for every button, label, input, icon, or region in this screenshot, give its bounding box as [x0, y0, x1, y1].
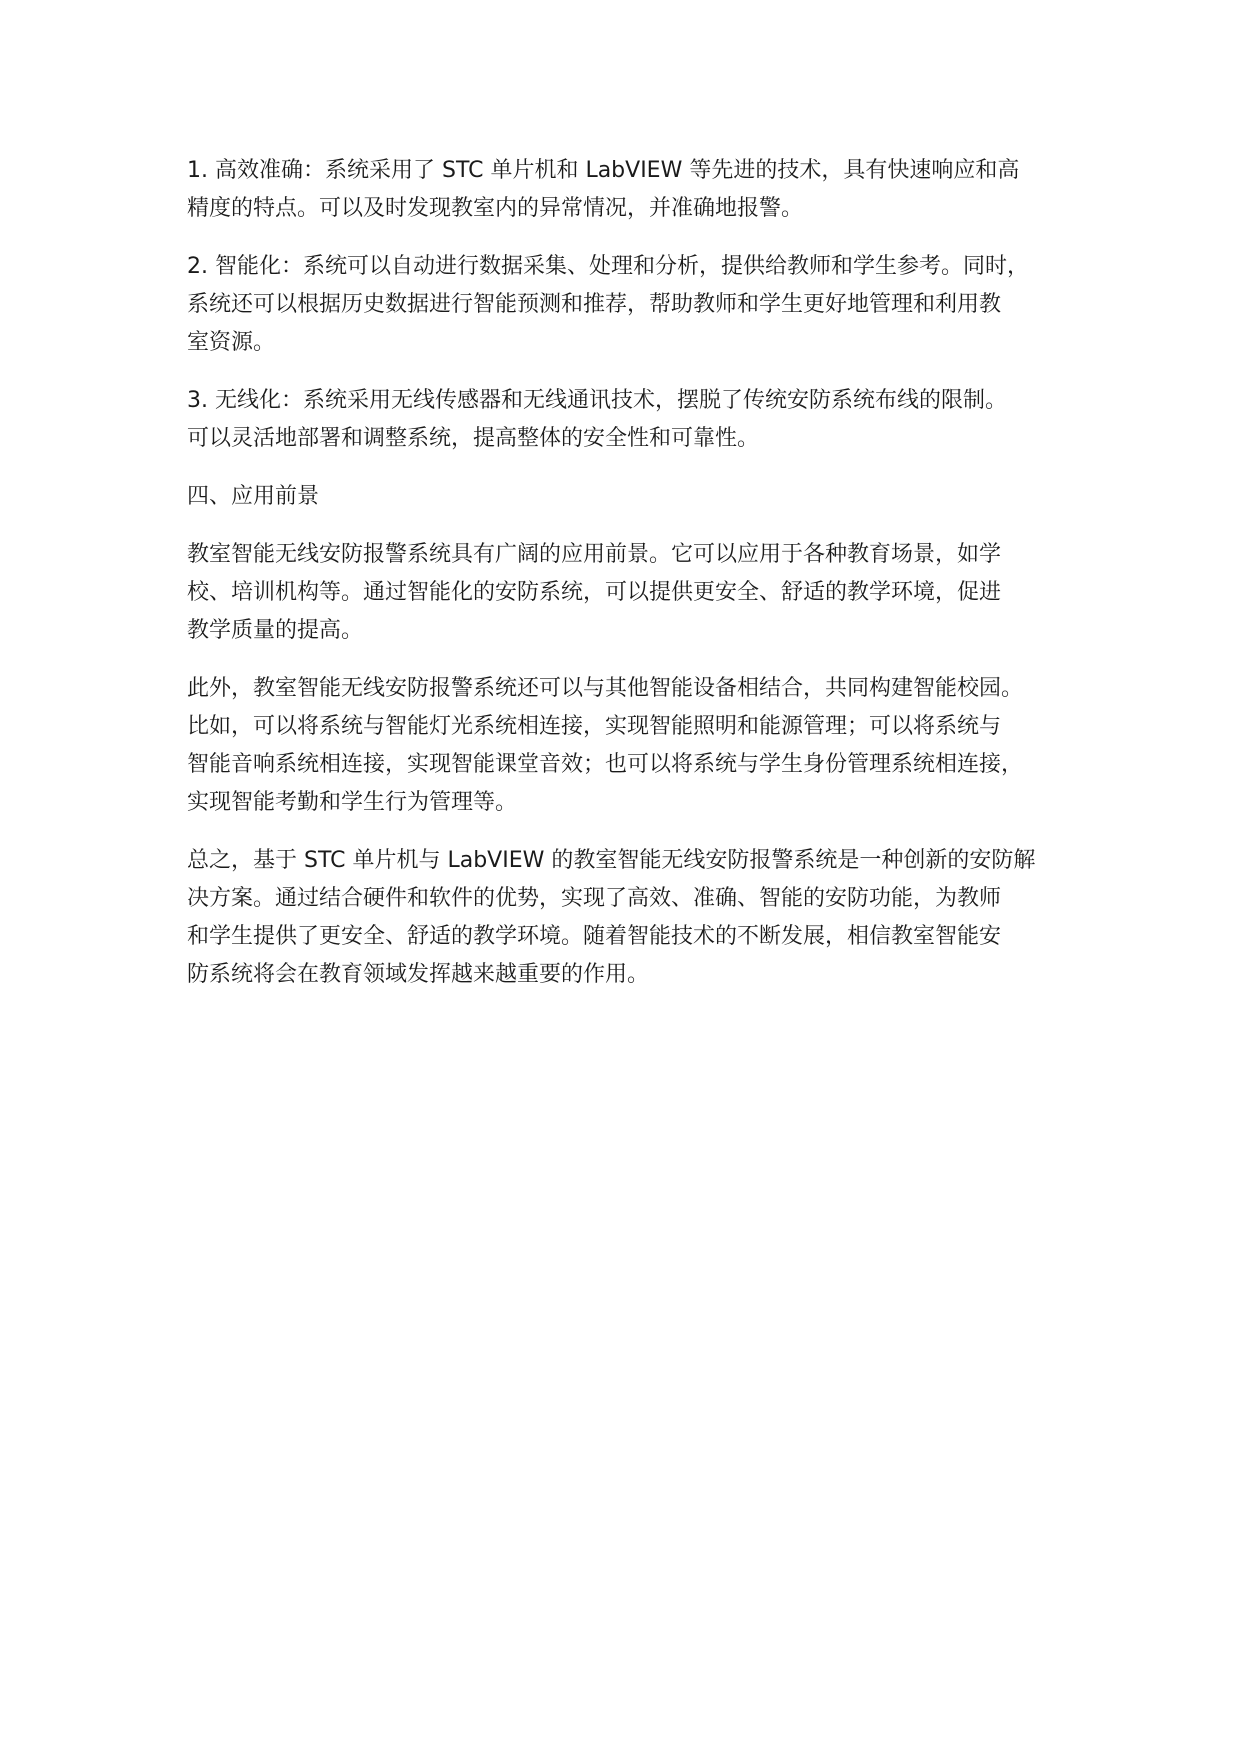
paragraph-advantage-wireless [187, 382, 1077, 458]
paragraph-advantage-intelligent [187, 248, 1077, 362]
text-line: 校、培训机构等。通过智能化的安防系统，可以提供更安全、舒适的教学环境，促进 [187, 580, 1002, 605]
text-line: 室资源。 [187, 330, 276, 355]
text-line: 1. 高效准确：系统采用了 STC 单片机和 LabVIEW 等先进的技术，具有快速响应和高 [187, 158, 1020, 183]
text-line: 可以灵活地部署和调整系统，提高整体的安全性和可靠性。 [187, 426, 760, 451]
paragraph-conclusion [187, 842, 1077, 994]
text-line: 比如，可以将系统与智能灯光系统相连接，实现智能照明和能源管理；可以将系统与 [187, 714, 1002, 739]
paragraph-application-prospect [187, 536, 1077, 650]
text-line: 教室智能无线安防报警系统具有广阔的应用前景。它可以应用于各种教育场景，如学 [187, 542, 1002, 567]
paragraph-smart-campus [187, 670, 1077, 822]
text-line: 精度的特点。可以及时发现教室内的异常情况，并准确地报警。 [187, 196, 804, 221]
text-line: 和学生提供了更安全、舒适的教学环境。随着智能技术的不断发展，相信教室智能安 [187, 924, 1002, 949]
section-heading-application-prospect [187, 478, 1077, 516]
text-line: 智能音响系统相连接，实现智能课堂音效；也可以将系统与学生身份管理系统相连接， [187, 752, 1024, 777]
text-line: 防系统将会在教育领域发挥越来越重要的作用。 [187, 962, 650, 987]
text-line: 总之，基于 STC 单片机与 LabVIEW 的教室智能无线安防报警系统是一种创新的安防解 [187, 848, 1036, 873]
text-line: 决方案。通过结合硬件和软件的优势，实现了高效、准确、智能的安防功能，为教师 [187, 886, 1002, 911]
text-line: 3. 无线化：系统采用无线传感器和无线通讯技术，摆脱了传统安防系统布线的限制。 [187, 388, 1007, 413]
heading-line: 四、应用前景 [187, 484, 320, 509]
text-line: 此外，教室智能无线安防报警系统还可以与其他智能设备相结合，共同构建智能校园。 [187, 676, 1024, 701]
text-line: 教学质量的提高。 [187, 618, 364, 643]
text-line: 系统还可以根据历史数据进行智能预测和推荐，帮助教师和学生更好地管理和利用教 [187, 292, 1002, 317]
text-line: 实现智能考勤和学生行为管理等。 [187, 790, 518, 815]
text-line: 2. 智能化：系统可以自动进行数据采集、处理和分析，提供给教师和学生参考。同时， [187, 254, 1029, 279]
paragraph-advantage-efficient [187, 152, 1077, 228]
document-body [187, 152, 1077, 1014]
